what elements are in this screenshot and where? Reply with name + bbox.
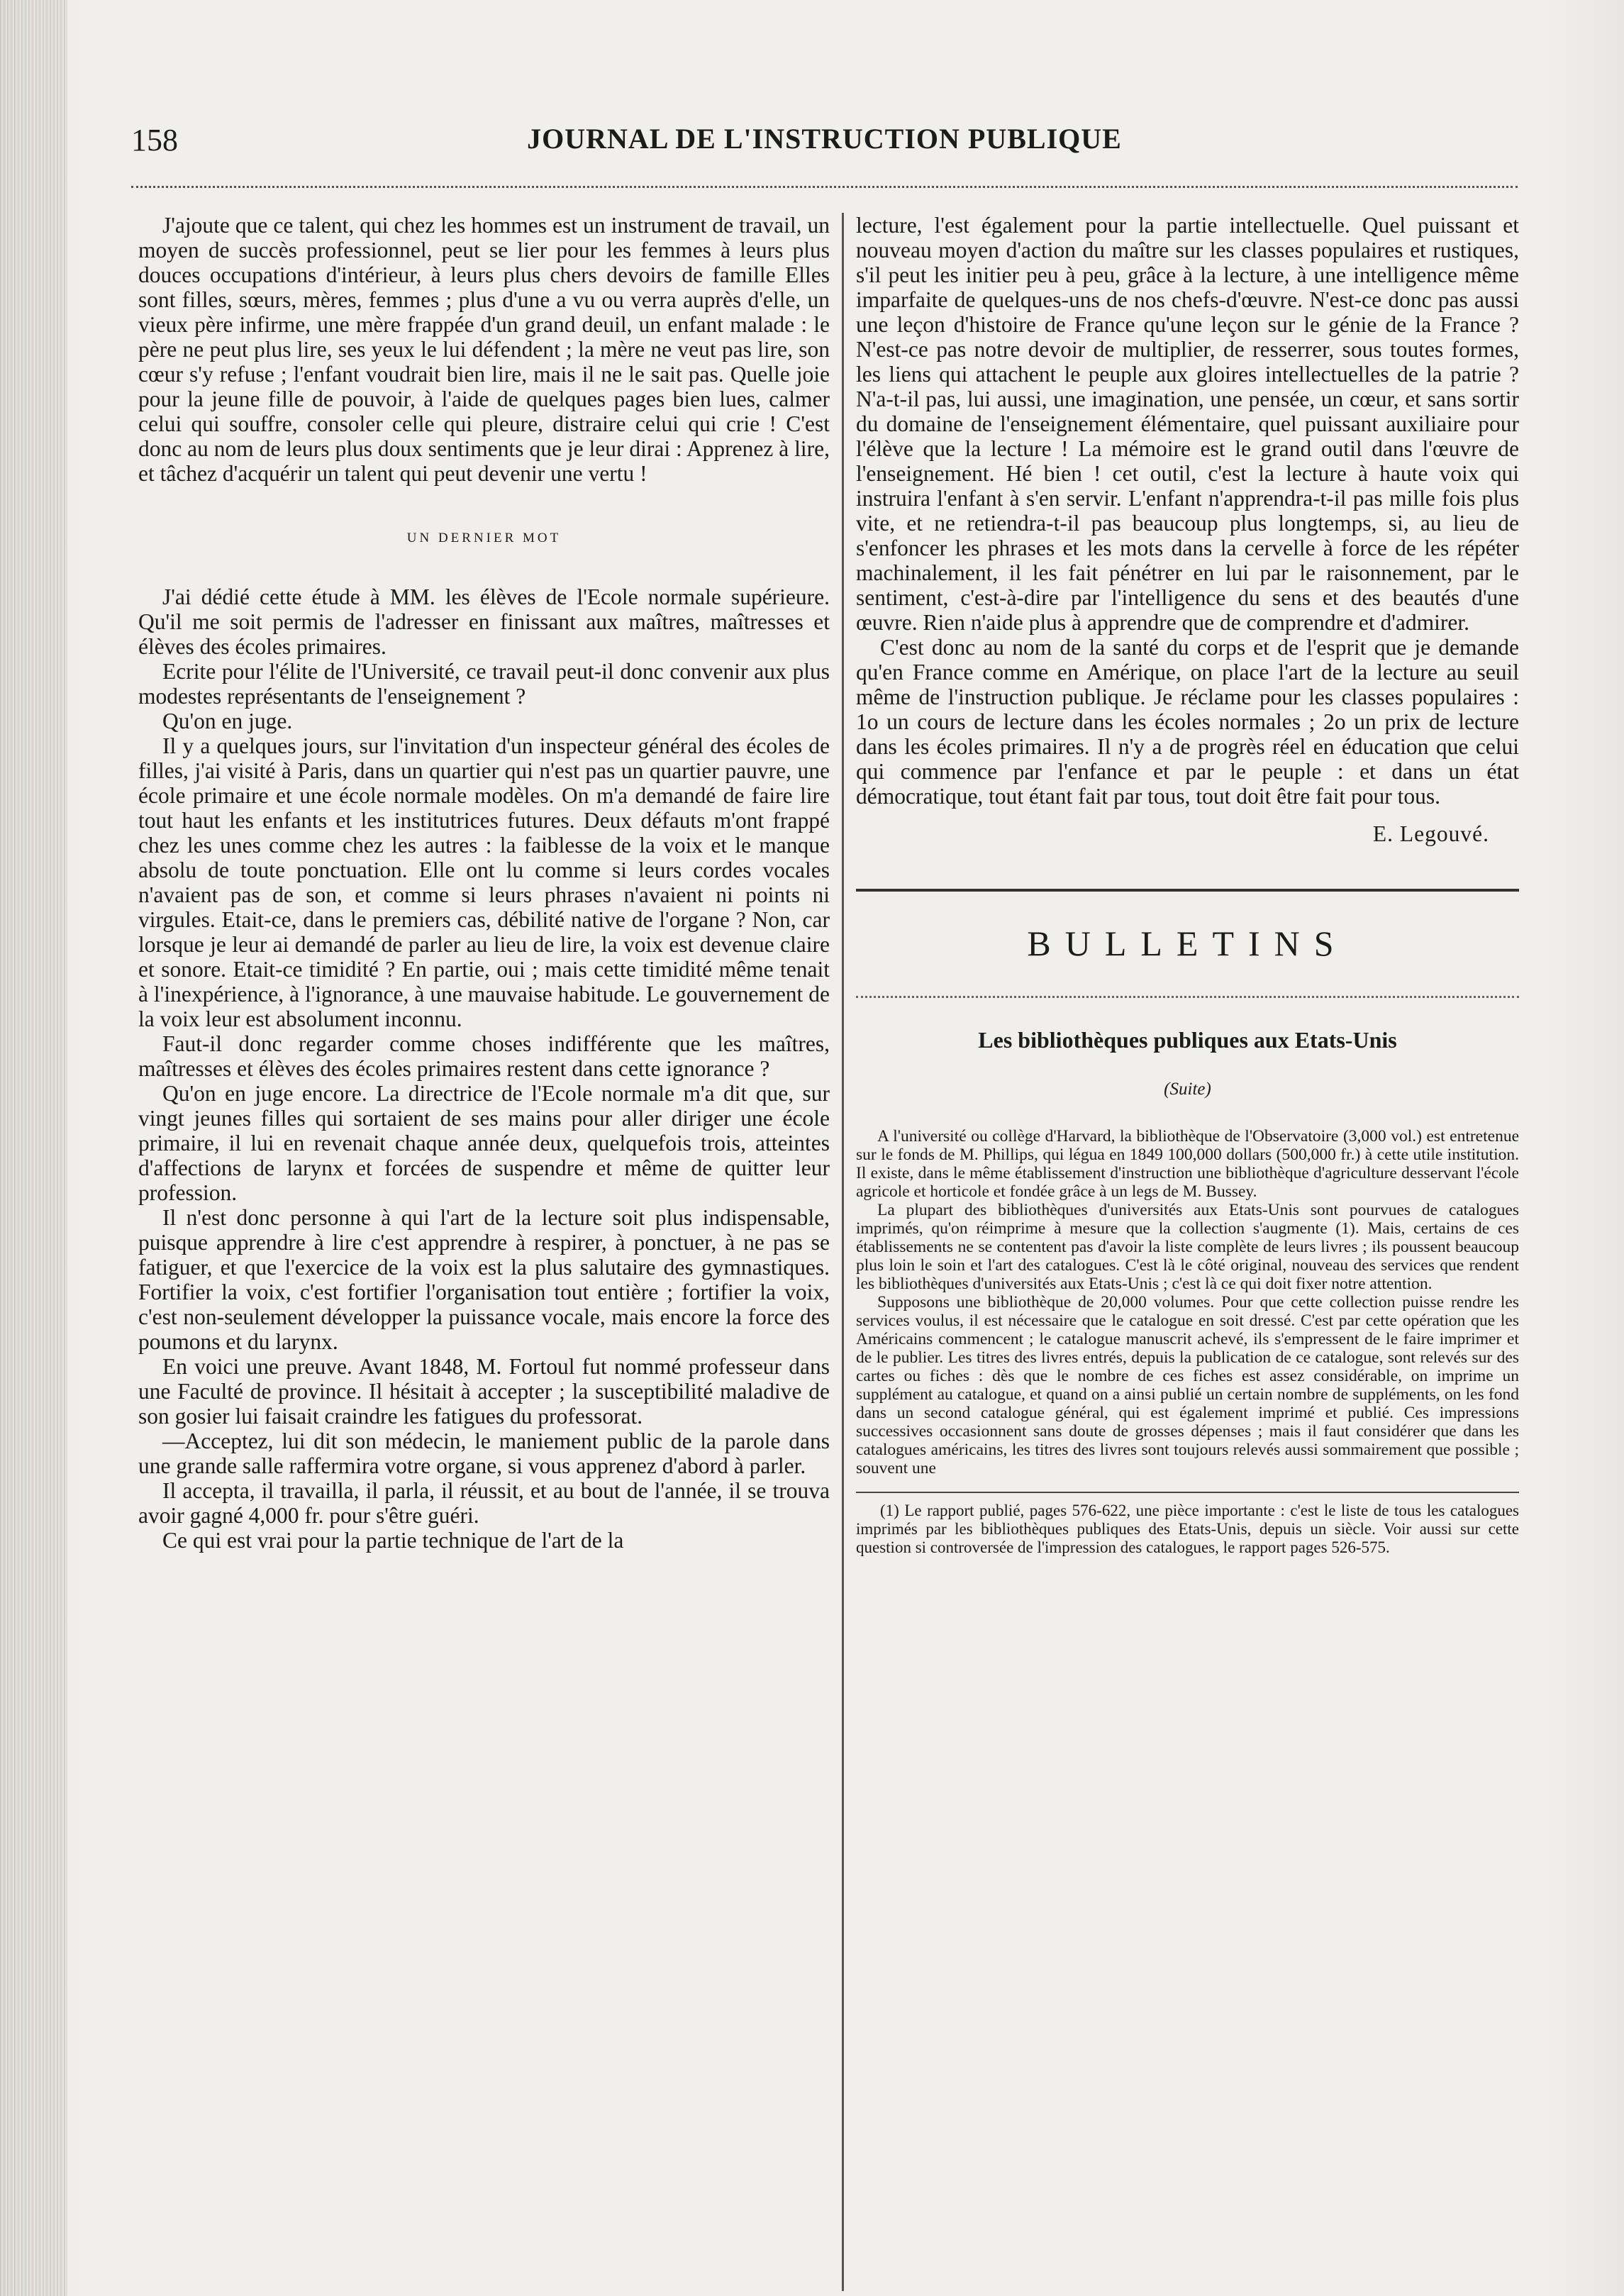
footnote-rule [856, 1492, 1519, 1493]
dotted-rule [856, 996, 1519, 998]
running-title: JOURNAL DE L'INSTRUCTION PUBLIQUE [527, 123, 1122, 155]
bulletin-title: Les bibliothèques publiques aux Etats-Unis [978, 1027, 1397, 1053]
paragraph: Ecrite pour l'élite de l'Université, ce travail peut-il donc convenir aux plus modestes représentants de l'enseignement ? [138, 659, 830, 709]
paragraph: Il accepta, il travailla, il parla, il réussit, et au bout de l'année, il se trouva avoir gagné 4,000 fr. pour s'être guéri. [138, 1478, 830, 1528]
bulletins-heading: BULLETINS [1027, 924, 1348, 963]
paragraph: Qu'on en juge encore. La directrice de l'Ecole normale m'a dit que, sur vingt jeunes filles qui sortaient de ses mains pour aller diriger une école primaire, il lui en revenait chaque année deux, quelquefois trois, atteintes d'affections de larynx et forcées de suspendre et même de quitter leur profession. [138, 1081, 830, 1205]
bulletin-body [856, 1127, 1519, 1477]
page-number: 158 [131, 123, 178, 157]
paragraph: —Acceptez, lui dit son médecin, le maniement public de la parole dans une grande salle raffermira votre organe, si vous apprenez d'abord à parler. [138, 1429, 830, 1478]
paragraph: La plupart des bibliothèques d'universités aux Etats-Unis sont pourvues de catalogues imprimés, qu'on réimprime à mesure que la collection s'augmente (1). Mais, certains de ces établissements ne se contentent pas d'avoir la liste complète de leurs livres ; ils poussent beaucoup plus loin le soin et l'art des catalogues. C'est là le côté original, nouveau des services que rendent les bibliothèques d'universités aux Etats-Unis ; c'est là ce qui doit fixer notre attention. [856, 1201, 1519, 1293]
paragraph: Supposons une bibliothèque de 20,000 volumes. Pour que cette collection puisse rendre les services voulus, il est nécessaire que le catalogue en soit dressé. C'est par cette opération que les Américains commencent ; le catalogue manuscrit achevé, ils s'empressent de le faire imprimer et de le publier. Les titres des livres entrés, depuis la publication de ce catalogue, sont relevés sur des cartes ou fiches : dès que le nombre de ces fiches est assez considérable, on imprime un supplément au catalogue, et quand on a ainsi publié un certain nombre de suppléments, on les fond dans un second catalogue général, qui est également imprimé et publié. Ces impressions successives occasionnent sans doute de grosses dépenses ; mais il faut considérer que dans les catalogues américains, les titres des livres sont toujours relevés aussi sommairement que possible ; souvent une [856, 1293, 1519, 1477]
paragraph: lecture, l'est également pour la partie intellectuelle. Quel puissant et nouveau moyen d'action du maître sur les classes populaires et rustiques, s'il peut les initier peu à peu, grâce à la lecture, à une intelligence même imparfaite de quelques-uns de nos chefs-d'œuvre. N'est-ce donc pas aussi une leçon d'histoire de France qu'une leçon sur le génie de la France ? N'est-ce pas notre devoir de multiplier, de resserrer, sous toutes formes, les liens qui attachent le peuple aux gloires intellectuelles de la patrie ? N'a-t-il pas, lui aussi, une imagination, une pensée, un cœur, et sans sortir du domaine de l'enseignement élémentaire, quel puissant auxiliaire pour l'élève que la lecture ! La mémoire est le grand outil dans l'œuvre de l'enseignement. Hé bien ! cet outil, c'est la lecture à haute voix qui instruira l'enfant à s'en servir. L'enfant n'apprendra-t-il pas mille fois plus vite, et ne retiendra-t-il pas beaucoup plus longtemps, si, au lieu de s'enfoncer les phrases et les mots dans la cervelle à force de les répéter machinalement, il les fait pénétrer en lui par le raisonnement, par le sentiment, c'est-à-dire par l'intelligence du sens et des beautés d'une œuvre. Rien n'aide plus à apprendre que de comprendre et d'admirer. [856, 213, 1519, 635]
section-rule [856, 889, 1519, 892]
right-column [856, 213, 1519, 1557]
paragraph: Ce qui est vrai pour la partie technique de l'art de la [162, 1528, 624, 1553]
section-heading: UN DERNIER MOT [406, 531, 562, 545]
paragraph: Il y a quelques jours, sur l'invitation d'un inspecteur général des écoles de filles, j'ai visité à Paris, dans un quartier qui n'est pas un quartier pauvre, une école primaire et une école normale modèles. On m'a demandé de faire lire tout haut les enfants et les institutrices futures. Deux défauts m'ont frappé chez les unes comme chez les autres : la faiblesse de la voix et le manque absolu de toute ponctuation. Elle ont lu comme si leurs cordes vocales n'avaient pas de son, et comme si leurs phrases n'avaient ni points ni virgules. Etait-ce, dans le premiers cas, débilité native de l'organe ? Non, car lorsque je leur ai demandé de parler au lieu de lire, la voix est devenue claire et sonore. Etait-ce timidité ? En partie, oui ; mais cette timidité même tenait à l'inexpérience, à l'ignorance, à une mauvaise habitude. Le gouvernement de la voix leur est absolument inconnu. [138, 733, 830, 1031]
bulletin-subtitle: (Suite) [1164, 1080, 1211, 1099]
page-header [131, 122, 1518, 165]
paragraph: C'est donc au nom de la santé du corps et de l'esprit que je demande qu'en France comme en Amérique, on place l'art de la lecture au seuil même de l'instruction publique. Je réclame pour les classes populaires : 1o un cours de lecture dans les écoles normales ; 2o un prix de lecture dans les écoles primaires. Il n'y a de progrès réel en éducation que celui qui commence par l'enfance et par le peuple : et dans un état démocratique, tout étant fait par tous, tout doit être fait pour tous. [856, 635, 1519, 809]
paragraph: Il n'est donc personne à qui l'art de la lecture soit plus indispensable, puisque apprendre à lire c'est apprendre à respirer, à ponctuer, à ne pas se fatiguer, et que l'exercice de la voix est la plus salutaire des gymnastiques. Fortifier la voix, c'est fortifier l'organisation tout entière ; fortifier la voix, c'est non-seulement développer la puissance vocale, mais encore la force des poumons et du larynx. [138, 1205, 830, 1354]
footnote: (1) Le rapport publié, pages 576-622, une pièce importante : c'est le liste de tous les catalogues imprimés par les bibliothèques publiques des Etats-Unis, depuis un siècle. Voir aussi sur cette question si controversée de l'impression des catalogues, le rapport pages 526-575. [856, 1502, 1519, 1556]
paragraph: En voici une preuve. Avant 1848, M. Fortoul fut nommé professeur dans une Faculté de province. Il hésitait à accepter ; la susceptibilité maladive de son gosier lui faisait craindre les fatigues du professorat. [138, 1354, 830, 1429]
paragraph: Qu'on en juge. [162, 709, 293, 733]
left-column [138, 213, 830, 1553]
paragraph: Faut-il donc regarder comme choses indifférente que les maîtres, maîtresses et élèves des écoles primaires restent dans cette ignorance ? [138, 1031, 830, 1081]
paragraph: A l'université ou collège d'Harvard, la bibliothèque de l'Observatoire (3,000 vol.) est entretenue sur le fonds de M. Phillips, qui légua en 1849 100,000 dollars (500,000 fr.) à cette utile institution. Il existe, dans le même établissement d'instruction une bibliothèque d'agriculture desservant l'école agricole et horticole et fondée grâce à un legs de M. Bussey. [856, 1127, 1519, 1201]
paragraph: J'ajoute que ce talent, qui chez les hommes est un instrument de travail, un moyen de succès professionnel, peut se lier pour les femmes à leurs plus douces occupations d'intérieur, à leurs plus chers devoirs de famille Elles sont filles, sœurs, mères, femmes ; plus d'une a vu ou verra auprès d'elle, un vieux père infirme, une mère frappée d'un grand deuil, un enfant malade : le père ne peut plus lire, ses yeux le lui défendent ; la mère ne veut pas lire, son cœur s'y refuse ; l'enfant voudrait bien lire, mais il ne le sait pas. Quelle joie pour la jeune fille de pouvoir, à l'aide de quelques pages bien lues, calmer celui qui souffre, consoler celle qui pleure, distraire celui qui crie ! C'est donc au nom de leurs plus doux sentiments que je leur dirai : Apprenez à lire, et tâchez d'acquérir un talent qui peut devenir une vertu ! [138, 213, 830, 486]
paragraph: J'ai dédié cette étude à MM. les élèves de l'Ecole normale supérieure. Qu'il me soit permis de l'adresser en finissant aux maîtres, maîtresses et élèves des écoles primaires. [138, 584, 830, 659]
header-rule [131, 186, 1518, 188]
page-binding-edge [0, 0, 67, 2296]
author-signature: E. Legouvé. [1372, 821, 1489, 846]
column-divider [842, 213, 844, 2291]
